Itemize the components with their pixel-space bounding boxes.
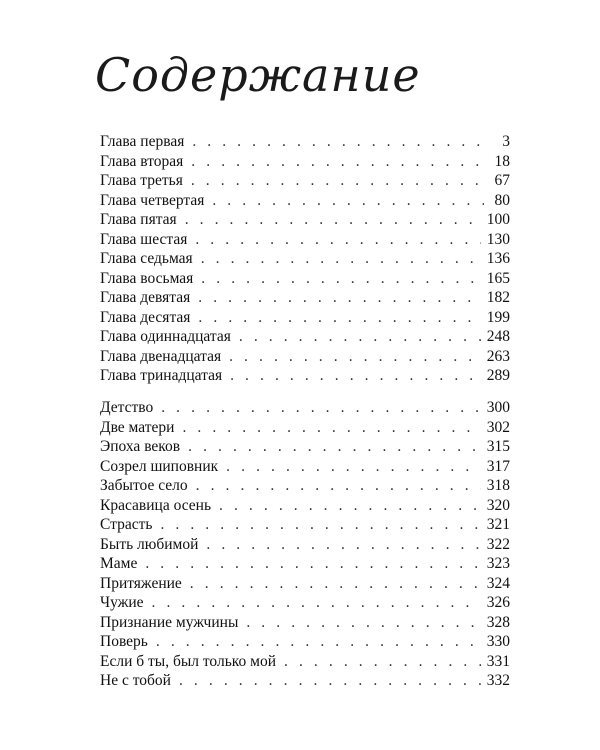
toc-entry[interactable]: [100, 308, 510, 328]
dot-leader: [246, 613, 480, 633]
page-title: Содержание: [95, 48, 421, 102]
toc-entry-label: Глава четвертая: [100, 191, 205, 209]
toc-entry-page-number: 100: [486, 211, 510, 228]
toc-entry[interactable]: [100, 437, 510, 457]
toc-entry-page-number: 323: [486, 555, 510, 572]
dot-leader: [182, 418, 480, 438]
dot-leader: [145, 554, 480, 574]
dot-leader: [152, 593, 481, 613]
toc-entry[interactable]: [100, 171, 510, 191]
dot-leader: [160, 515, 480, 535]
toc-entry-label: Глава шестая: [100, 230, 188, 248]
toc-entry[interactable]: [100, 398, 510, 418]
toc-entry-page-number: 318: [486, 477, 510, 494]
toc-entry-label: Глава девятая: [100, 289, 191, 306]
toc-entry-page-number: 317: [486, 457, 510, 475]
dot-leader: [198, 308, 480, 328]
toc-entry-page-number: 130: [486, 230, 510, 248]
dot-leader: [185, 210, 481, 230]
dot-leader: [239, 327, 481, 347]
toc-entry[interactable]: [100, 554, 510, 574]
toc-entry-label: Признание мужчины: [100, 613, 239, 631]
toc-entry[interactable]: [100, 210, 510, 230]
poems-list: [100, 398, 510, 691]
toc-entry[interactable]: [100, 515, 510, 535]
toc-entry-label: Не с тобой: [100, 672, 171, 689]
toc-entry[interactable]: [100, 132, 510, 152]
toc-entry[interactable]: [100, 347, 510, 367]
toc-entry-label: Глава пятая: [100, 211, 177, 228]
dot-leader: [230, 366, 481, 386]
toc-entry-page-number: 332: [486, 672, 510, 689]
toc-entry-page-number: 289: [486, 367, 510, 384]
toc-entry[interactable]: [100, 535, 510, 555]
toc-entry-label: Быть любимой: [100, 535, 199, 553]
dot-leader: [195, 230, 480, 250]
dot-leader: [201, 249, 481, 269]
toc-entry-label: Глава одиннадцатая: [100, 328, 231, 345]
toc-entry[interactable]: [100, 476, 510, 496]
toc-entry-label: Красавица осень: [100, 496, 212, 514]
toc-entry-page-number: 3: [502, 133, 510, 150]
toc-entry-label: Глава тринадцатая: [100, 367, 223, 384]
toc-entry[interactable]: [100, 418, 510, 438]
toc-entry-page-number: 324: [486, 574, 510, 592]
toc-entry-label: Глава седьмая: [100, 250, 193, 267]
toc-entry[interactable]: [100, 652, 510, 672]
chapters-list: [100, 132, 510, 386]
toc-entry[interactable]: [100, 457, 510, 477]
toc-entry-label: Если б ты, был только мой: [100, 652, 277, 670]
toc-entry-page-number: 18: [494, 152, 510, 170]
toc-entry-label: Глава десятая: [100, 308, 191, 326]
toc-entry[interactable]: [100, 288, 510, 308]
toc-entry-label: Чужие: [100, 594, 144, 611]
toc-entry[interactable]: [100, 632, 510, 652]
dot-leader: [192, 132, 484, 152]
toc-entry[interactable]: [100, 366, 510, 386]
toc-entry[interactable]: [100, 230, 510, 250]
toc-entry-page-number: 165: [486, 269, 510, 287]
dot-leader: [191, 152, 484, 172]
toc-entry-page-number: 248: [486, 328, 510, 345]
dot-leader: [284, 652, 481, 672]
toc-entry-label: Глава вторая: [100, 152, 184, 170]
toc-entry[interactable]: [100, 496, 510, 516]
dot-leader: [179, 671, 481, 691]
dot-leader: [219, 496, 481, 516]
toc-entry-label: Глава восьмая: [100, 269, 194, 287]
dot-leader: [198, 288, 480, 308]
toc-entry-label: Маме: [100, 555, 138, 572]
dot-leader: [206, 535, 480, 555]
toc-entry-label: Глава третья: [100, 172, 183, 189]
toc-entry-label: Глава двенадцатая: [100, 347, 222, 365]
toc-entry-label: Две матери: [100, 418, 175, 436]
toc-entry-page-number: 136: [486, 250, 510, 267]
toc-entry-page-number: 320: [486, 496, 510, 514]
dot-leader: [161, 398, 481, 418]
dot-leader: [226, 457, 481, 477]
dot-leader: [212, 191, 484, 211]
toc-entry-page-number: 80: [494, 191, 510, 209]
toc-entry-page-number: 315: [486, 438, 510, 455]
toc-entry[interactable]: [100, 671, 510, 691]
toc-entry[interactable]: [100, 152, 510, 172]
toc-entry-page-number: 263: [486, 347, 510, 365]
toc-entry[interactable]: [100, 574, 510, 594]
dot-leader: [156, 632, 481, 652]
toc-entry-page-number: 330: [486, 633, 510, 650]
dot-leader: [188, 437, 481, 457]
toc-entry-page-number: 300: [486, 399, 510, 416]
toc-entry-label: Забытое село: [100, 477, 188, 494]
toc-entry[interactable]: [100, 327, 510, 347]
toc-entry-label: Страсть: [100, 516, 153, 533]
toc-entry-page-number: 182: [486, 289, 510, 306]
toc-entry-label: Притяжение: [100, 574, 182, 592]
toc-entry-page-number: 67: [494, 172, 510, 189]
dot-leader: [190, 574, 481, 594]
toc-entry[interactable]: [100, 269, 510, 289]
dot-leader: [201, 269, 480, 289]
toc-entry[interactable]: [100, 249, 510, 269]
toc-entry-page-number: 199: [486, 308, 510, 326]
toc-entry-page-number: 328: [486, 613, 510, 631]
toc-entry-label: Глава первая: [100, 133, 185, 150]
toc-entry-label: Эпоха веков: [100, 438, 181, 455]
toc-entry-page-number: 302: [486, 418, 510, 436]
toc-entry-page-number: 326: [486, 594, 510, 611]
dot-leader: [191, 171, 484, 191]
toc-entry-page-number: 321: [486, 516, 510, 533]
dot-leader: [196, 476, 481, 496]
toc-entry-label: Поверь: [100, 633, 148, 650]
toc-entry[interactable]: [100, 593, 510, 613]
toc-entry-page-number: 322: [486, 535, 510, 553]
toc-entry[interactable]: [100, 191, 510, 211]
toc-entry-label: Созрел шиповник: [100, 457, 219, 475]
toc-entry[interactable]: [100, 613, 510, 633]
dot-leader: [229, 347, 481, 367]
toc-entry-page-number: 331: [486, 652, 510, 670]
toc-entry-label: Детство: [100, 399, 154, 416]
